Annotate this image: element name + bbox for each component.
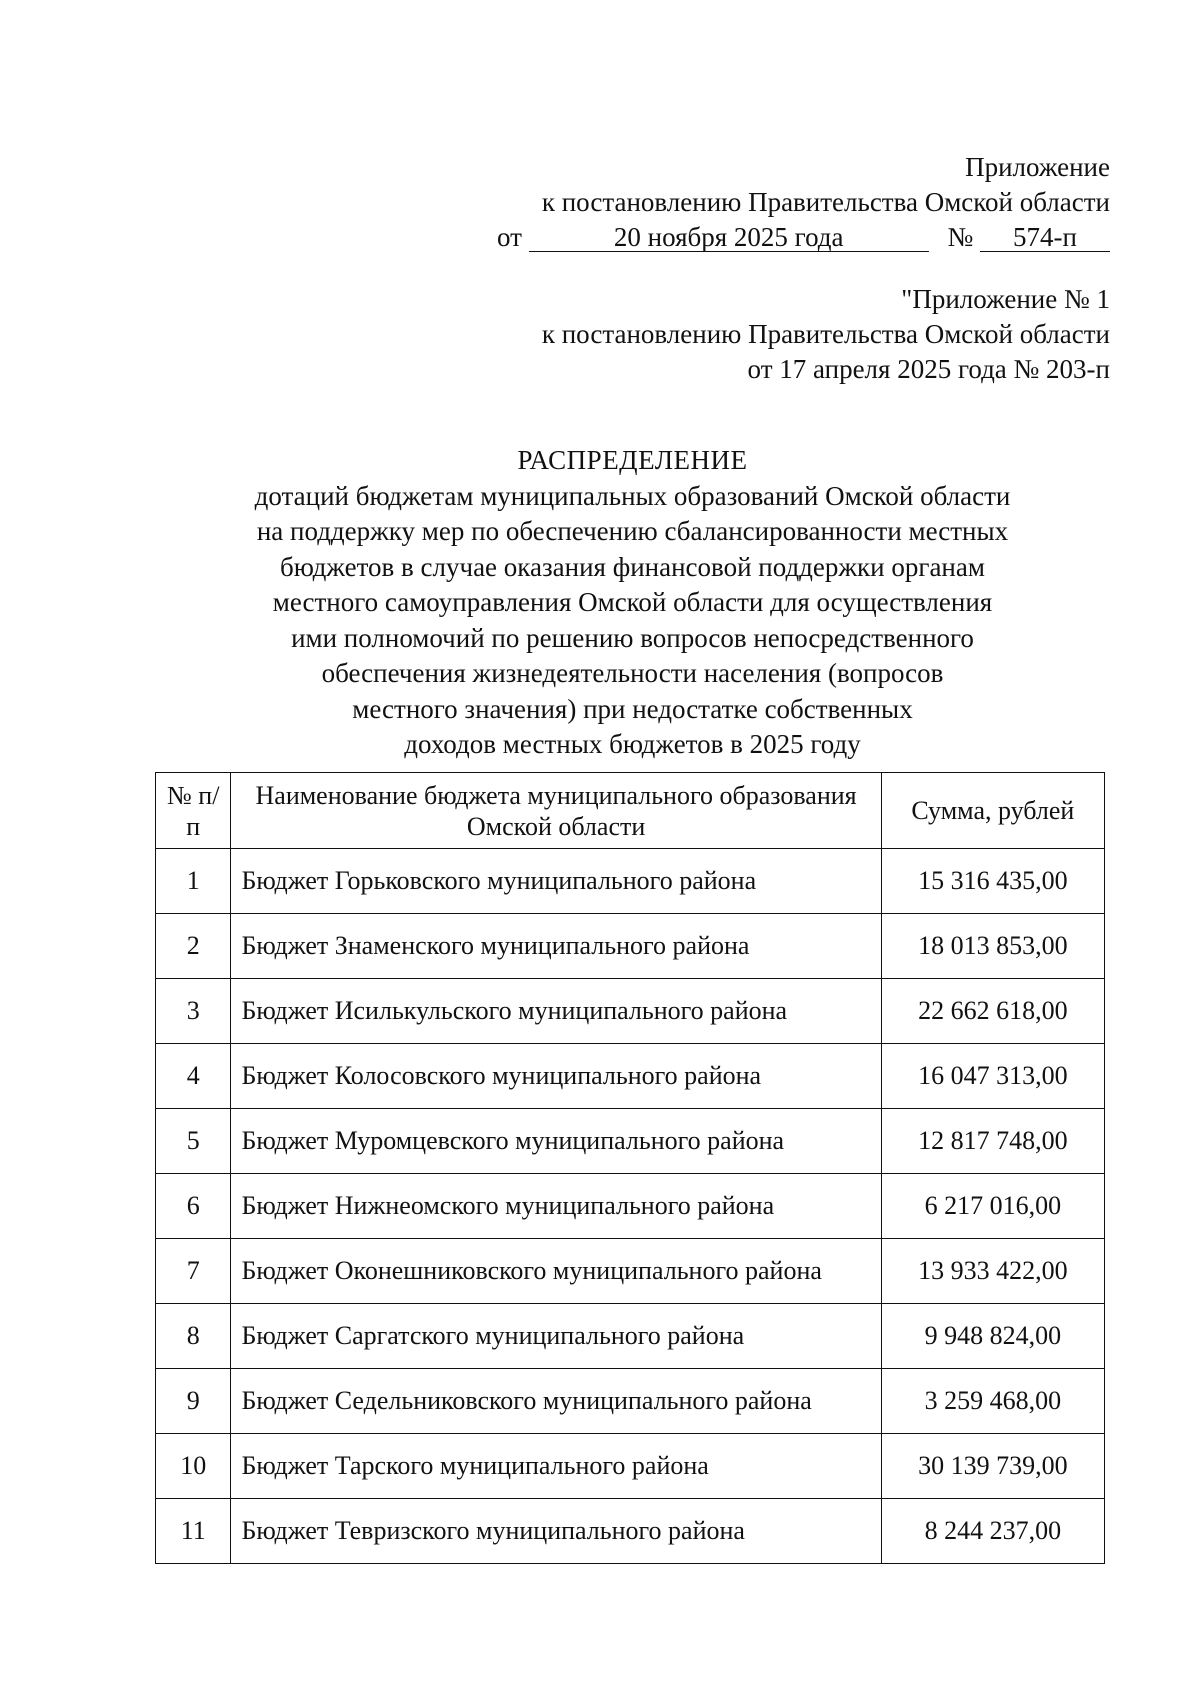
number-prefix: № [947, 222, 974, 252]
row-name: Бюджет Саргатского муниципального района [231, 1304, 881, 1369]
row-sum: 12 817 748,00 [881, 1109, 1104, 1174]
title-line: ими полномочий по решению вопросов непосредственного [291, 622, 974, 653]
row-num: 10 [156, 1434, 231, 1499]
title-line: дотаций бюджетам муниципальных образований Омской области [254, 480, 1011, 511]
title-line: бюджетов в случае оказания финансовой поддержки органам [280, 551, 985, 582]
prior-appendix-header [542, 282, 1110, 387]
header-sum: Сумма, рублей [881, 773, 1104, 849]
row-sum: 13 933 422,00 [881, 1239, 1104, 1304]
resolution-date: 20 ноября 2025 года [529, 223, 929, 252]
row-name: Бюджет Горьковского муниципального района [231, 849, 881, 914]
row-num: 5 [156, 1109, 231, 1174]
row-num: 11 [156, 1499, 231, 1564]
row-sum: 3 259 468,00 [881, 1369, 1104, 1434]
title-line: местного значения) при недостатке собственных [352, 693, 913, 724]
table-row [156, 1304, 1105, 1369]
row-num: 6 [156, 1174, 231, 1239]
row-name: Бюджет Муромцевского муниципального района [231, 1109, 881, 1174]
appendix-header [497, 150, 1110, 255]
row-name: Бюджет Седельниковского муниципального района [231, 1369, 881, 1434]
resolution-number: 574-п [980, 223, 1110, 252]
title-line: на поддержку мер по обеспечению сбалансированности местных [256, 516, 1009, 546]
row-name: Бюджет Колосовского муниципального района [231, 1044, 881, 1109]
row-name: Бюджет Оконешниковского муниципального района [231, 1239, 881, 1304]
table-header-row [156, 773, 1105, 849]
row-name: Бюджет Знаменского муниципального района [231, 914, 881, 979]
row-sum: 18 013 853,00 [881, 914, 1104, 979]
table-row [156, 1109, 1105, 1174]
row-name: Бюджет Исилькульского муниципального района [231, 979, 881, 1044]
table-row [156, 979, 1105, 1044]
title-line: обеспечения жизнедеятельности населения (вопросов [321, 658, 944, 688]
row-sum: 6 217 016,00 [881, 1174, 1104, 1239]
prior-appendix-date-line: от 17 апреля 2025 года № 203-п [747, 354, 1110, 384]
appendix-resolution-ref: к постановлению Правительства Омской области [541, 187, 1110, 217]
document-title [140, 443, 1125, 763]
table-row [156, 1044, 1105, 1109]
table-row [156, 1174, 1105, 1239]
table-row [156, 1499, 1105, 1564]
table-row [156, 1369, 1105, 1434]
prior-appendix-resolution-ref: к постановлению Правительства Омской области [541, 319, 1110, 349]
row-num: 3 [156, 979, 231, 1044]
row-name: Бюджет Тарского муниципального района [231, 1434, 881, 1499]
header-name: Наименование бюджета муниципального образования Омской области [231, 773, 881, 849]
row-num: 1 [156, 849, 231, 914]
row-name: Бюджет Тевризского муниципального района [231, 1499, 881, 1564]
row-num: 2 [156, 914, 231, 979]
prior-appendix-title: "Приложение № 1 [901, 284, 1110, 314]
appendix-title: Приложение [965, 152, 1110, 182]
date-prefix: от [497, 222, 522, 252]
row-sum: 15 316 435,00 [881, 849, 1104, 914]
title-line: местного самоуправления Омской области для осуществления [272, 587, 993, 617]
row-num: 7 [156, 1239, 231, 1304]
row-num: 8 [156, 1304, 231, 1369]
title-line: доходов местных бюджетов в 2025 году [404, 729, 861, 759]
table-row [156, 914, 1105, 979]
row-sum: 30 139 739,00 [881, 1434, 1104, 1499]
row-sum: 16 047 313,00 [881, 1044, 1104, 1109]
row-sum: 8 244 237,00 [881, 1499, 1104, 1564]
table-row [156, 1434, 1105, 1499]
header-num: № п/п [156, 773, 231, 849]
row-num: 9 [156, 1369, 231, 1434]
appendix-date-line [497, 220, 1110, 255]
table-row [156, 849, 1105, 914]
row-sum: 9 948 824,00 [881, 1304, 1104, 1369]
row-name: Бюджет Нижнеомского муниципального района [231, 1174, 881, 1239]
table-row [156, 1239, 1105, 1304]
row-sum: 22 662 618,00 [881, 979, 1104, 1044]
row-num: 4 [156, 1044, 231, 1109]
budget-distribution-table [155, 772, 1105, 1564]
title-heading: РАСПРЕДЕЛЕНИЕ [517, 445, 748, 475]
